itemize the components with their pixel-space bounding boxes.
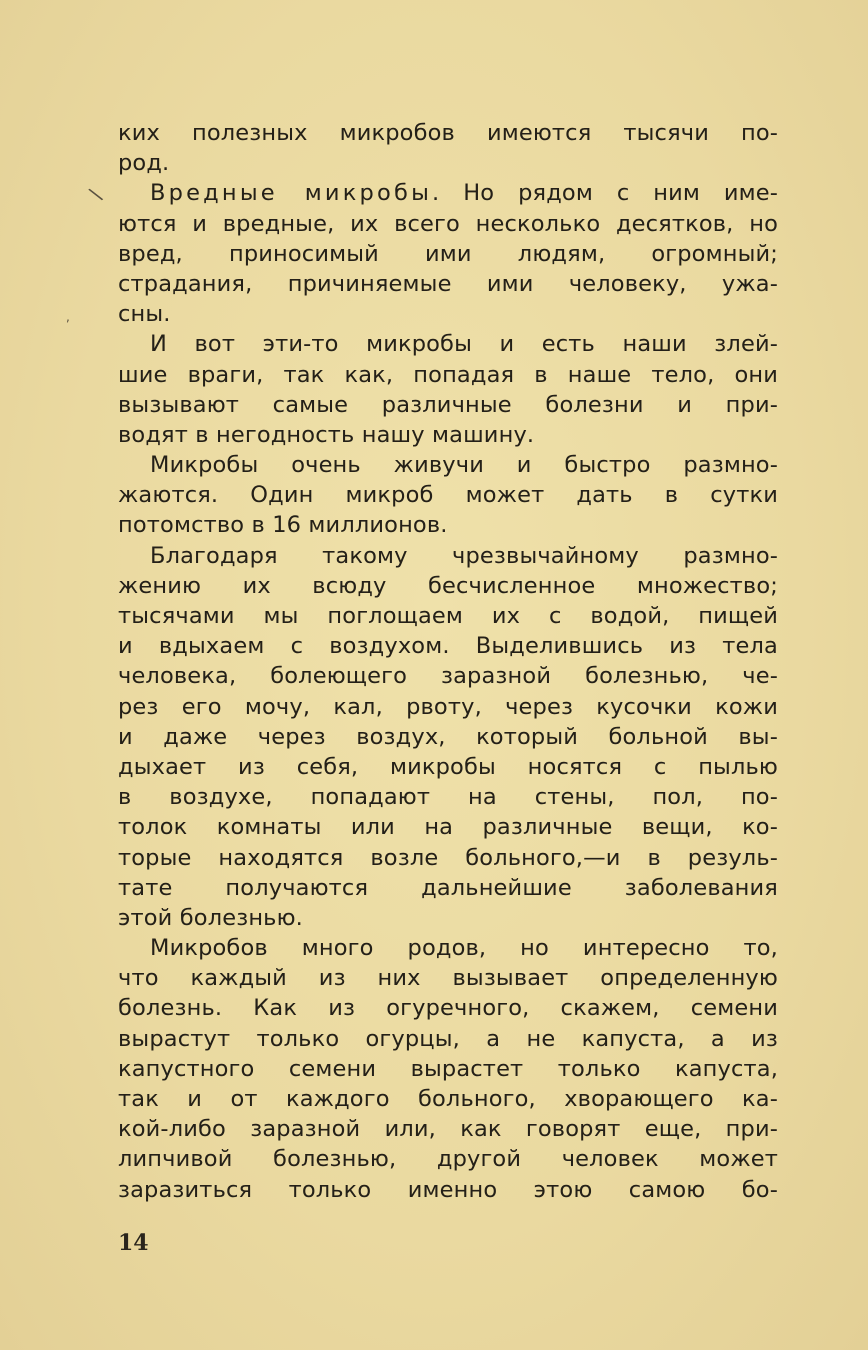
text-line: капустного семени вырастет только капуста, bbox=[118, 1055, 778, 1082]
text-line: Микробы очень живучи и быстро размно- bbox=[150, 452, 778, 479]
text-line: сны. bbox=[118, 301, 171, 328]
text-line: дыхает из себя, микробы носятся с пылью bbox=[118, 753, 778, 780]
text-line: липчивой болезнью, другой человек может bbox=[118, 1146, 778, 1173]
text-line: болезнь. Как из огуречного, скажем, семени bbox=[118, 995, 778, 1022]
text-line: ются и вредные, их всего несколько десятков, но bbox=[118, 210, 778, 237]
text-line: кой-либо заразной или, как говорят еще, при- bbox=[118, 1116, 778, 1143]
text-line: так и от каждого больного, хворающего ка- bbox=[118, 1086, 778, 1112]
margin-mark-slash: \ bbox=[85, 182, 106, 206]
text-line: ких полезных микробов имеются тысячи по- bbox=[118, 120, 778, 146]
text-line: и даже через воздух, который больной вы- bbox=[118, 723, 778, 750]
text-line: тысячами мы поглощаем их с водой, пищей bbox=[118, 603, 778, 629]
text-line: жаются. Один микроб может дать в сутки bbox=[118, 482, 778, 509]
text-line: страдания, причиняемые ими человеку, ужа- bbox=[118, 270, 778, 297]
text-line-heading: Вредные микробы. Но рядом с ним име- bbox=[150, 180, 778, 207]
text-line: вред, приносимый ими людям, огромный; bbox=[118, 240, 778, 267]
text-line: и вдыхаем с воздухом. Выделившись из тела bbox=[118, 633, 778, 660]
text-line: заразиться только именно этою самою бо- bbox=[118, 1176, 778, 1203]
margin-mark-dot: , bbox=[66, 310, 70, 324]
text-line: И вот эти-то микробы и есть наши злей- bbox=[150, 331, 778, 358]
text-line: вырастут только огурцы, а не капуста, а из bbox=[118, 1025, 778, 1052]
text-line: вызывают самые различные болезни и при- bbox=[118, 391, 778, 418]
text-line: род. bbox=[118, 150, 170, 177]
body-text bbox=[118, 118, 778, 1205]
text-line: тате получаются дальнейшие заболевания bbox=[118, 874, 778, 901]
inline-heading: Вредные микробы bbox=[150, 180, 433, 207]
text-line: потомство в 16 миллионов. bbox=[118, 512, 448, 539]
text-line: шие враги, так как, попадая в наше тело, они bbox=[118, 361, 778, 388]
text-line: рез его мочу, кал, рвоту, через кусочки кожи bbox=[118, 693, 778, 720]
text-line: Микробов много родов, но интересно то, bbox=[150, 935, 778, 962]
text-line: толок комнаты или на различные вещи, ко- bbox=[118, 814, 778, 841]
text-line: Благодаря такому чрезвычайному размно- bbox=[150, 542, 778, 569]
text-line: жению их всюду бесчисленное множество; bbox=[118, 572, 778, 599]
text-line: этой болезнью. bbox=[118, 904, 303, 931]
text-line: что каждый из них вызывает определенную bbox=[118, 965, 778, 992]
page-number: 14 bbox=[118, 1230, 149, 1256]
text-line: водят в негодность нашу машину. bbox=[118, 421, 535, 448]
text-line: в воздухе, попадают на стены, пол, по- bbox=[118, 784, 778, 811]
text-line: человека, болеющего заразной болезнью, че- bbox=[118, 663, 778, 690]
text-line: торые находятся возле больного,—и в резуль- bbox=[118, 844, 778, 871]
